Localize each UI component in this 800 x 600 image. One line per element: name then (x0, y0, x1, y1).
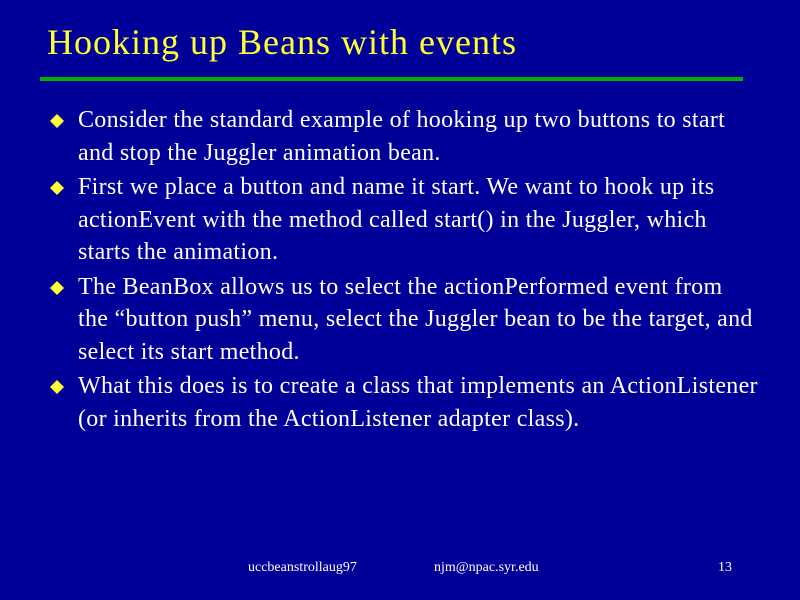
bullet-item (0, 104, 758, 169)
bullet-list (0, 104, 758, 437)
diamond-bullet-icon (50, 380, 64, 394)
footer-presentation-id: uccbeanstrollaug97 (248, 560, 357, 575)
bullet-item (0, 370, 758, 435)
footer-page-number: 13 (718, 560, 732, 575)
bullet-text: The BeanBox allows us to select the actionPerformed event from the “button push” menu, select the Juggler bean to be the target, and select its start method. (78, 273, 753, 365)
diamond-bullet-icon (50, 181, 64, 195)
diamond-bullet-icon (50, 281, 64, 295)
bullet-item (0, 171, 758, 269)
slide-title: Hooking up Beans with events (47, 22, 517, 62)
bullet-item (0, 271, 758, 369)
bullet-text: What this does is to create a class that implements an ActionListener (or inherits from the ActionListener adapter class). (78, 373, 758, 432)
bullet-text: First we place a button and name it start. We want to hook up its actionEvent with the method called start() in the Juggler, which starts the animation. (78, 174, 715, 265)
footer-email: njm@npac.syr.edu (434, 560, 539, 575)
title-underline (40, 77, 743, 81)
bullet-text: Consider the standard example of hooking up two buttons to start and stop the Juggler animation bean. (78, 107, 726, 166)
diamond-bullet-icon (50, 114, 64, 128)
